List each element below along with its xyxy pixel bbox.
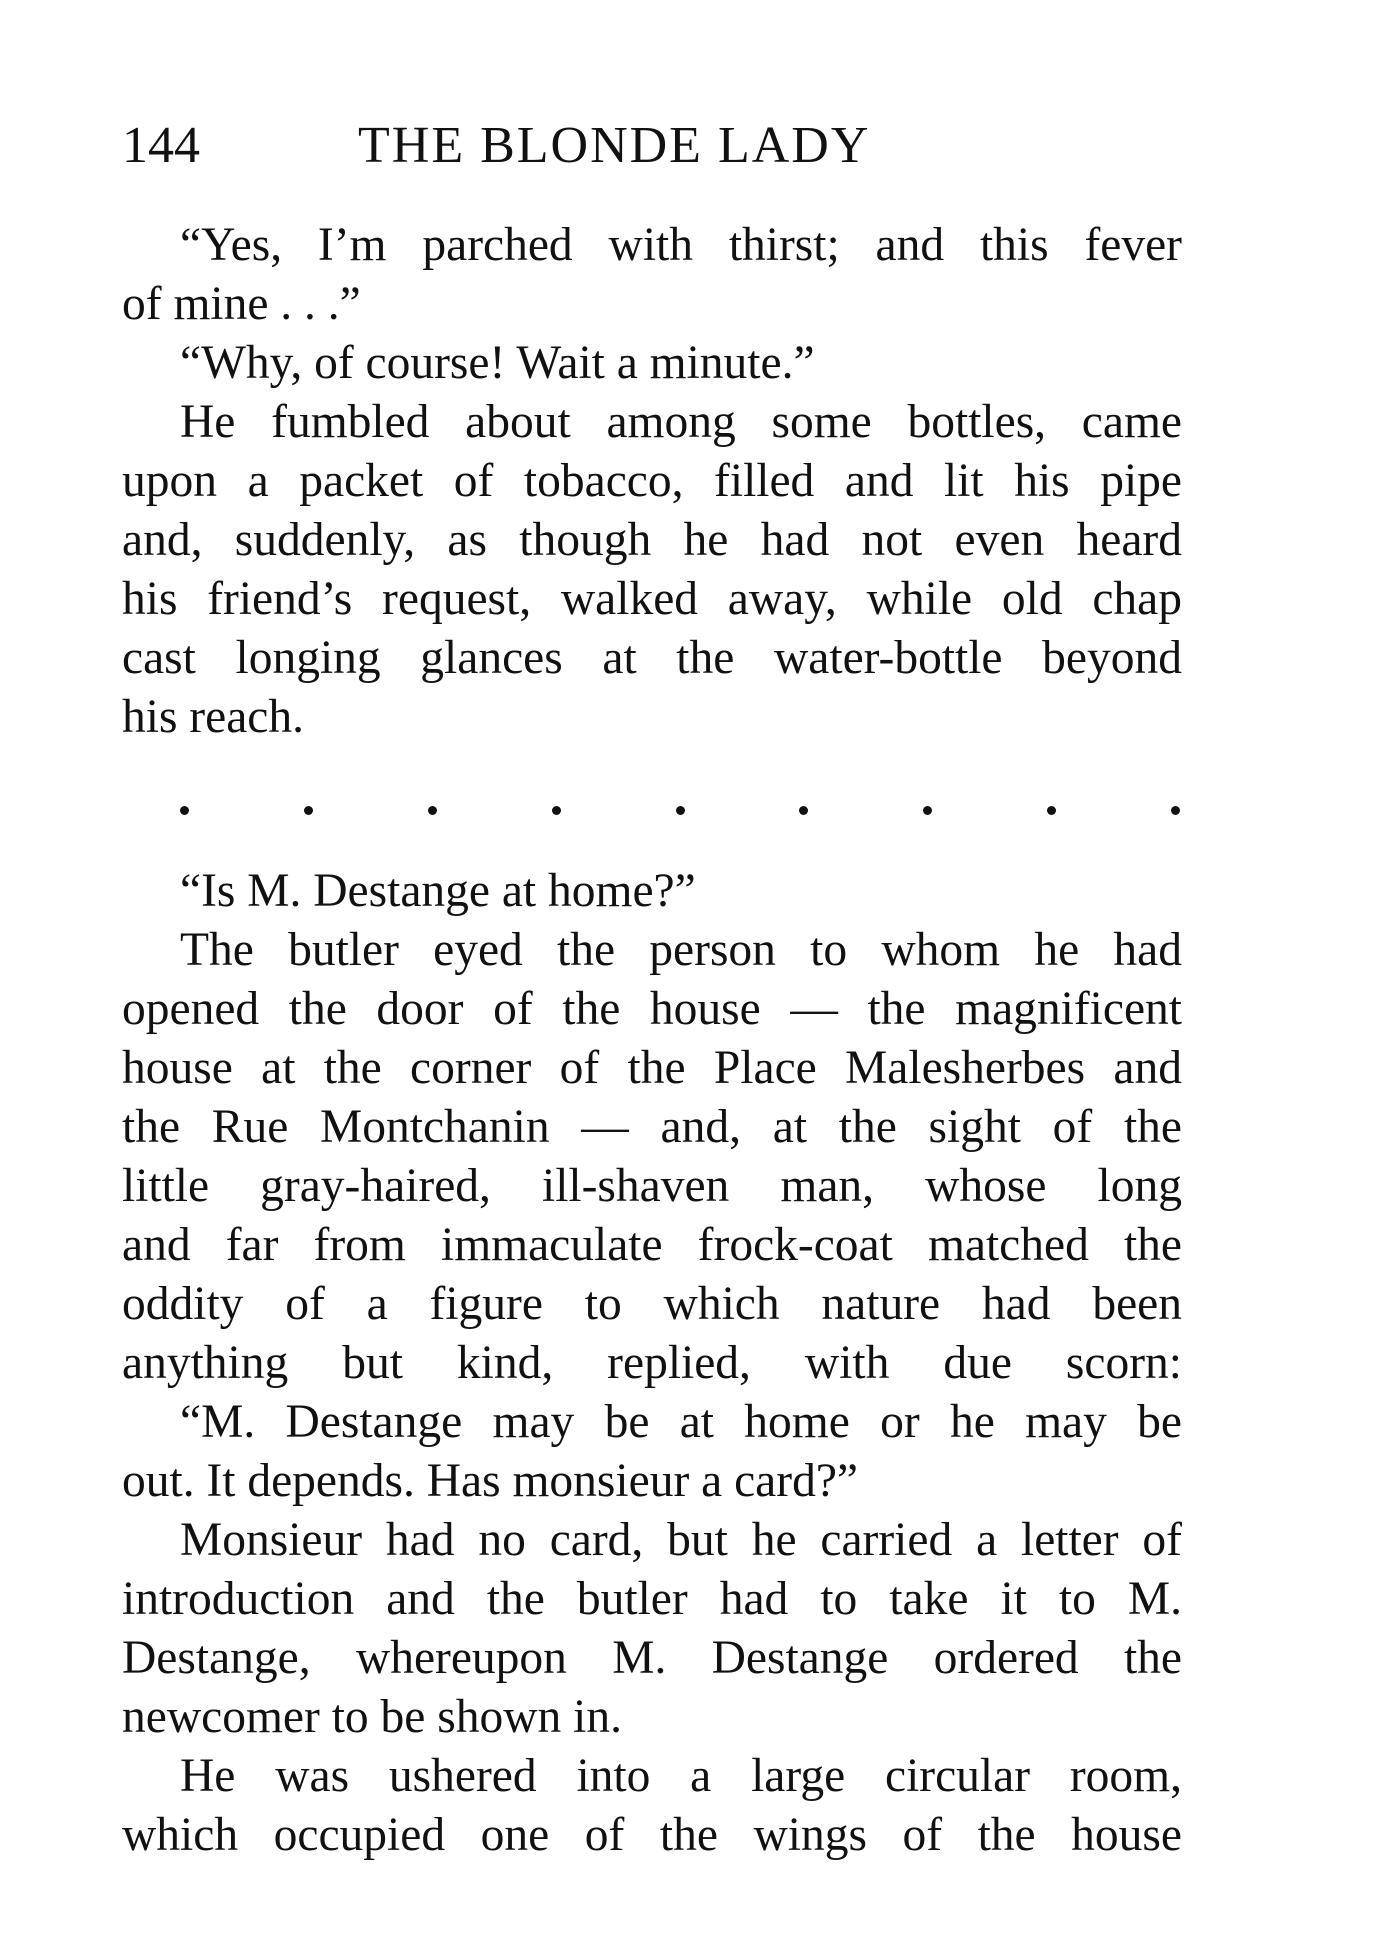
page-number: 144 <box>122 117 200 174</box>
separator-dot <box>180 806 189 815</box>
text-line: Destange, whereupon M. Destange ordered the <box>122 1632 1182 1684</box>
text-line: He was ushered into a large circular room, <box>180 1750 1182 1802</box>
text-line: out. It depends. Has monsieur a card?” <box>122 1455 858 1507</box>
lower-text-block <box>122 862 1182 1865</box>
text-line: “M. Destange may be at home or he may be <box>180 1396 1182 1448</box>
text-line: the Rue Montchanin — and, at the sight of the <box>122 1101 1182 1153</box>
text-line: of mine . . .” <box>122 278 361 330</box>
text-line: little gray-haired, ill-shaven man, whose long <box>122 1160 1182 1212</box>
page-header <box>122 116 1182 176</box>
separator-dot <box>676 806 685 815</box>
text-line: newcomer to be shown in. <box>122 1691 622 1743</box>
text-line: cast longing glances at the water-bottle beyond <box>122 632 1182 684</box>
separator-dot <box>552 806 561 815</box>
text-line: his reach. <box>122 691 304 743</box>
text-line: anything but kind, replied, with due scorn: <box>122 1337 1182 1389</box>
text-line: The butler eyed the person to whom he had <box>180 924 1182 976</box>
text-line: and, suddenly, as though he had not even heard <box>122 514 1182 566</box>
text-line: He fumbled about among some bottles, came <box>180 396 1182 448</box>
text-line: upon a packet of tobacco, filled and lit his pipe <box>122 455 1182 507</box>
separator-dot <box>428 806 437 815</box>
text-line: house at the corner of the Place Malesherbes and <box>122 1042 1182 1094</box>
text-line: introduction and the butler had to take it to M. <box>122 1573 1182 1625</box>
text-line: and far from immaculate frock-coat matched the <box>122 1219 1182 1271</box>
text-line: “Why, of course! Wait a minute.” <box>180 337 815 389</box>
section-separator <box>180 790 1180 830</box>
text-line: Monsieur had no card, but he carried a letter of <box>180 1514 1182 1566</box>
text-line: “Yes, I’m parched with thirst; and this fever <box>180 219 1182 271</box>
text-line: which occupied one of the wings of the house <box>122 1809 1182 1861</box>
upper-text-block <box>122 216 1182 747</box>
separator-dot <box>304 806 313 815</box>
separator-dot <box>799 806 808 815</box>
running-title: THE BLONDE LADY <box>358 117 871 174</box>
text-line: his friend’s request, walked away, while old chap <box>122 573 1182 625</box>
text-line: “Is M. Destange at home?” <box>180 865 696 917</box>
separator-dot <box>1047 806 1056 815</box>
text-line: opened the door of the house — the magnificent <box>122 983 1182 1035</box>
text-line: oddity of a figure to which nature had been <box>122 1278 1182 1330</box>
separator-dot <box>923 806 932 815</box>
separator-dot <box>1171 806 1180 815</box>
